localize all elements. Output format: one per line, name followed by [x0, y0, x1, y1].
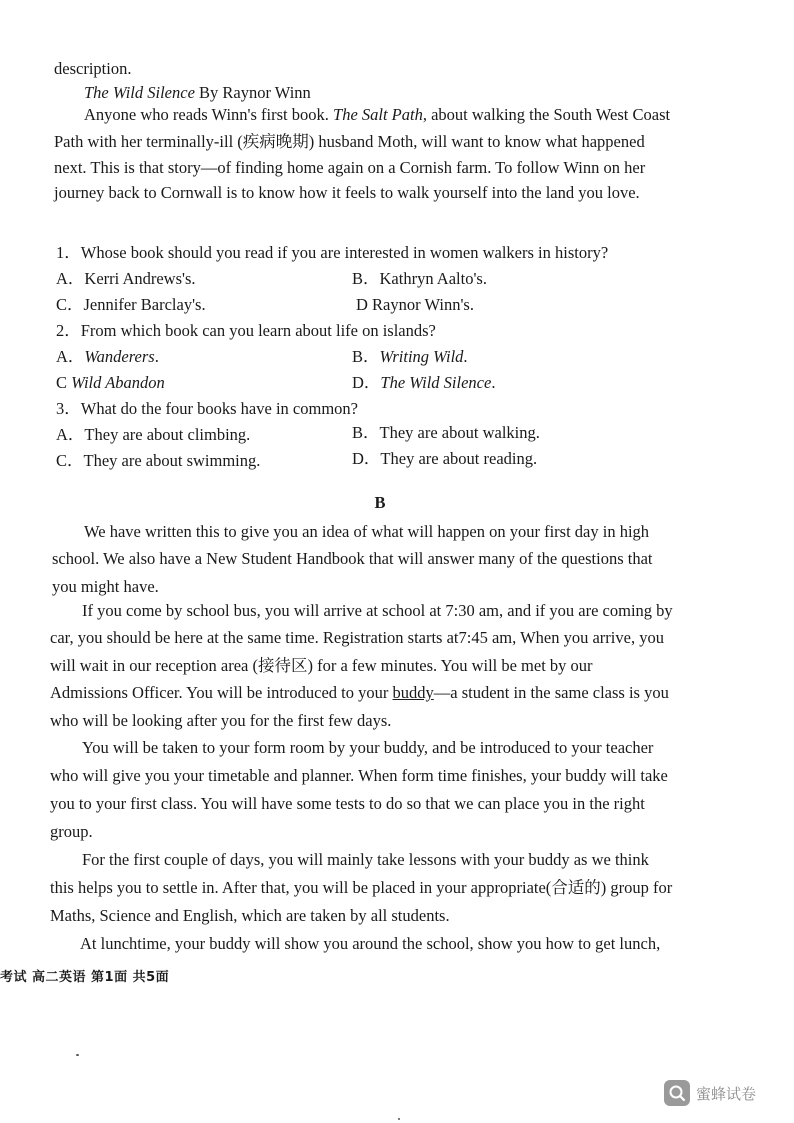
option-text: They are about climbing. — [84, 425, 251, 444]
option-suffix: . — [154, 347, 159, 366]
option-text: Kerri Andrews's. — [84, 269, 196, 288]
passage-line: you to your first class. You will have some tests to do so that we can place you in the right — [50, 794, 645, 813]
question-stem: 3．What do the four books have in common? — [56, 399, 358, 418]
option-text: Raynor Winn's. — [372, 295, 474, 314]
option-label: D． — [352, 373, 381, 392]
passage-line: Maths, Science and English, which are taken by all students. — [50, 906, 450, 925]
book-title: The Wild Silence — [84, 83, 195, 102]
passage-line — [50, 682, 669, 704]
option-b[interactable] — [352, 422, 540, 444]
option-label: C． — [56, 295, 84, 314]
option-label: B． — [352, 423, 380, 442]
option-text: Jennifer Barclay's. — [83, 295, 206, 314]
passage-line: For the first couple of days, you will mainly take lessons with your buddy as we think — [82, 850, 649, 869]
option-suffix: . — [491, 373, 496, 392]
option-suffix: . — [463, 347, 468, 366]
option-c[interactable] — [56, 294, 206, 316]
watermark-logo-icon — [664, 1080, 690, 1106]
watermark-text: 蜜蜂试卷 — [696, 1084, 757, 1103]
book-heading — [84, 82, 311, 104]
book-ref-title: The Salt Path — [333, 105, 423, 124]
option-text: Kathryn Aalto's. — [379, 269, 487, 288]
option-label: B． — [352, 269, 380, 288]
option-d[interactable] — [356, 294, 474, 316]
passage-line: car, you should be here at the same time. Registration starts at7:45 am, When you arrive, you — [50, 628, 664, 647]
text-span: —a student in the same class is you — [433, 683, 669, 702]
option-text: Wanderers — [84, 347, 155, 366]
option-label: C． — [56, 451, 84, 470]
passage-line: who will give you your timetable and planner. When form time finishes, your buddy will take — [50, 766, 668, 785]
page-footer: 考试 高二英语 第1面 共5面 — [0, 970, 170, 985]
section-heading: B — [374, 493, 386, 512]
option-label: D． — [352, 449, 381, 468]
book-desc-line: Path with her terminally-ill (疾病晚期) husband Moth, will want to know what happened — [54, 132, 645, 151]
option-label: D — [356, 295, 373, 314]
option-a[interactable] — [56, 268, 196, 290]
text-span: , about walking the South West Coast — [422, 105, 671, 124]
passage-line: this helps you to settle in. After that, you will be placed in your appropriate(合适的) group for — [50, 878, 673, 897]
passage-line: If you come by school bus, you will arrive at school at 7:30 am, and if you are coming by — [82, 601, 673, 620]
option-label: A． — [56, 425, 85, 444]
question-stem: 2．From which book can you learn about life on islands? — [56, 321, 436, 340]
option-label: A． — [56, 269, 85, 288]
option-d[interactable] — [352, 448, 537, 470]
text-span: Admissions Officer. You will be introduced to your — [50, 683, 393, 702]
scan-speck — [76, 1054, 79, 1056]
option-b[interactable] — [352, 268, 487, 290]
intro-end-line: description. — [54, 59, 132, 78]
option-text: They are about reading. — [380, 449, 538, 468]
question-stem: 1．Whose book should you read if you are interested in women walkers in history? — [56, 243, 609, 262]
option-a[interactable] — [56, 346, 159, 368]
option-a[interactable] — [56, 424, 250, 446]
option-text: They are about swimming. — [83, 451, 261, 470]
passage-line: group. — [50, 822, 93, 841]
passage-line: who will be looking after you for the first few days. — [50, 711, 392, 730]
option-d[interactable] — [352, 372, 495, 394]
passage-line: school. We also have a New Student Handbook that will answer many of the questions that — [52, 549, 653, 568]
option-c[interactable] — [56, 450, 260, 472]
underlined-word-buddy: buddy — [392, 683, 434, 702]
option-label: C — [56, 373, 72, 392]
book-byline: By Raynor Winn — [194, 83, 311, 102]
passage-line: will wait in our reception area (接待区) for a few minutes. You will be met by our — [50, 656, 593, 675]
option-text: They are about walking. — [379, 423, 540, 442]
option-text: Wild Abandon — [71, 373, 165, 392]
option-text: The Wild Silence — [380, 373, 492, 392]
text-span: Anyone who reads Winn's first book. — [84, 105, 334, 124]
passage-line: We have written this to give you an idea of what will happen on your first day in high — [84, 522, 650, 541]
option-c[interactable] — [56, 372, 165, 394]
passage-line: You will be taken to your form room by your buddy, and be introduced to your teacher — [82, 738, 654, 757]
book-desc-line: next. This is that story—of finding home again on a Cornish farm. To follow Winn on her — [54, 158, 646, 177]
option-label: A． — [56, 347, 85, 366]
passage-line: you might have. — [52, 577, 159, 596]
passage-line: At lunchtime, your buddy will show you around the school, show you how to get lunch, — [80, 934, 661, 953]
option-b[interactable] — [352, 346, 468, 368]
book-desc-line: journey back to Cornwall is to know how it feels to walk yourself into the land you love. — [54, 183, 640, 202]
option-label: B． — [352, 347, 380, 366]
watermark — [664, 1080, 756, 1106]
option-text: Writing Wild — [379, 347, 464, 366]
book-desc-line — [84, 104, 670, 126]
scan-speck — [398, 1118, 400, 1120]
